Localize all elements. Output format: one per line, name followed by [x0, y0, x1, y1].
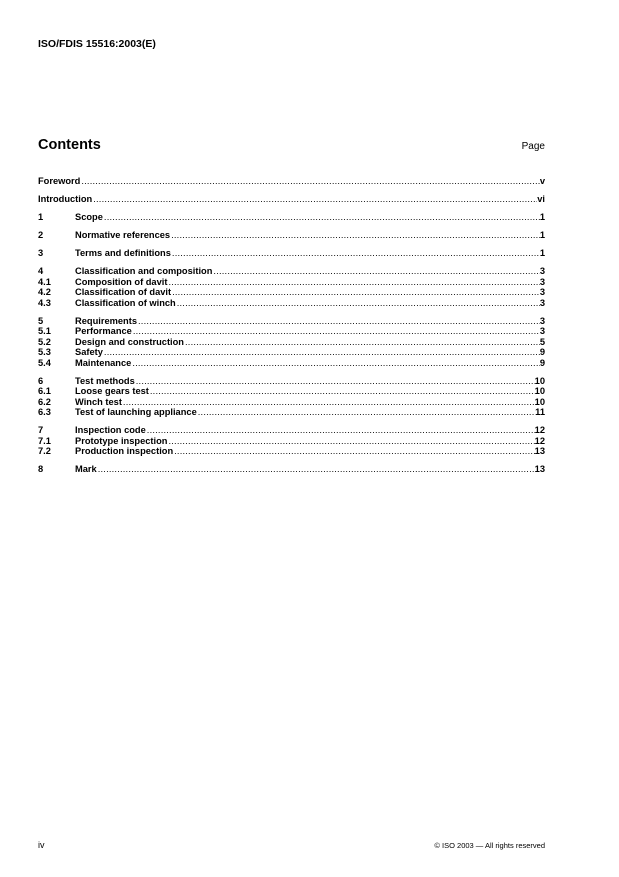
- toc-entry-page: 12: [534, 435, 545, 446]
- toc-leader-dots: [137, 316, 540, 327]
- toc-entry-text: Inspection code: [75, 425, 146, 435]
- toc-entry-page: 13: [534, 446, 545, 456]
- toc-entry-number: 4: [38, 266, 44, 276]
- toc-leader-dots: [103, 347, 540, 358]
- toc-entry[interactable]: [38, 397, 545, 408]
- toc-entry[interactable]: [38, 436, 545, 447]
- document-id: ISO/FDIS 15516:2003(E): [38, 38, 156, 50]
- toc-leader-dots: [132, 326, 540, 337]
- toc-entry[interactable]: [38, 326, 545, 337]
- toc-entry[interactable]: [38, 425, 545, 436]
- toc-entry[interactable]: [38, 337, 545, 348]
- toc-leader-dots: [167, 436, 534, 447]
- toc-leader-dots: [149, 386, 535, 397]
- toc-entry-number: 3: [38, 248, 44, 258]
- toc-leader-dots: [135, 376, 535, 387]
- toc-entry[interactable]: [38, 212, 545, 223]
- toc-entry-page: 5: [539, 336, 545, 347]
- toc-entry-text: Design and construction: [75, 336, 184, 347]
- page-column-label: Page: [521, 141, 545, 152]
- toc-entry[interactable]: [38, 358, 545, 369]
- toc-leader-dots: [131, 358, 540, 369]
- toc-entry[interactable]: [38, 376, 545, 387]
- toc-entry-number: 6.1: [38, 386, 51, 396]
- toc-entry-page: 3: [539, 326, 545, 336]
- toc-entry-page: v: [539, 176, 545, 186]
- toc-entry-number: 1: [38, 212, 44, 222]
- toc-entry-number: 8: [38, 464, 44, 474]
- toc-entry-number: 4.2: [38, 287, 51, 297]
- toc-entry-text: Foreword: [38, 176, 81, 186]
- toc-entry-number: 7: [38, 425, 44, 435]
- toc-entry-text: Test methods: [75, 375, 135, 386]
- toc-entry-number: 6: [38, 375, 44, 386]
- toc-entry[interactable]: [38, 277, 545, 288]
- toc-entry-number: 5.3: [38, 347, 51, 357]
- toc-entry-page: vi: [537, 194, 545, 204]
- toc-entry-text: Prototype inspection: [75, 435, 168, 446]
- toc-leader-dots: [167, 277, 539, 288]
- toc-entry-page: 10: [534, 386, 545, 396]
- toc-entry-foreword[interactable]: [38, 176, 545, 187]
- toc-entry-number: 6.2: [38, 396, 51, 407]
- toc-entry-page: 1: [539, 248, 545, 258]
- toc-leader-dots: [97, 464, 535, 475]
- toc-entry-page: 11: [535, 407, 545, 417]
- toc-entry-text: Terms and definitions: [75, 248, 171, 258]
- toc-entry-page: 3: [539, 266, 545, 276]
- toc-entry[interactable]: [38, 316, 545, 327]
- toc-entry[interactable]: [38, 464, 545, 475]
- toc-entry-page: 3: [539, 276, 545, 287]
- toc-entry-number: 4.3: [38, 297, 51, 308]
- toc-entry-text: Loose gears test: [75, 386, 149, 396]
- toc-leader-dots: [176, 298, 540, 309]
- toc-entry[interactable]: [38, 298, 545, 309]
- toc-entry-text: Classification and composition: [75, 266, 213, 276]
- toc-entry-page: 3: [539, 287, 545, 297]
- toc-entry-introduction[interactable]: [38, 194, 545, 205]
- copyright-notice: © ISO 2003 — All rights reserved: [434, 841, 545, 850]
- toc-entry-text: Test of launching appliance: [75, 407, 197, 417]
- toc-entry-text: Winch test: [75, 396, 122, 407]
- toc-entry-text: Scope: [75, 212, 103, 222]
- toc-entry-page: 1: [539, 212, 545, 222]
- toc-entry-text: Maintenance: [75, 357, 132, 368]
- toc-entry[interactable]: [38, 230, 545, 241]
- toc-entry-number: 2: [38, 230, 44, 240]
- toc-entry-page: 12: [534, 425, 545, 435]
- contents-title: Contents: [38, 137, 101, 153]
- toc-entry-number: 5.1: [38, 326, 51, 336]
- toc-entry-number: 5: [38, 315, 44, 326]
- toc-leader-dots: [122, 397, 535, 408]
- toc-entry-text: Safety: [75, 347, 103, 357]
- toc-leader-dots: [197, 407, 535, 418]
- toc-leader-dots: [184, 337, 540, 348]
- toc-entry-text: Introduction: [38, 194, 93, 204]
- toc-entry-text: Requirements: [75, 315, 137, 326]
- toc-entry[interactable]: [38, 386, 545, 397]
- toc-entry[interactable]: [38, 407, 545, 418]
- toc-entry-text: Classification of davit: [75, 287, 172, 297]
- toc-leader-dots: [171, 248, 540, 259]
- toc-leader-dots: [173, 446, 535, 457]
- toc-entry-number: 7.1: [38, 435, 51, 446]
- toc-leader-dots: [92, 194, 537, 205]
- table-of-contents: [38, 176, 545, 475]
- toc-entry[interactable]: [38, 347, 545, 358]
- toc-entry-page: 10: [534, 396, 545, 407]
- toc-leader-dots: [171, 287, 540, 298]
- toc-entry[interactable]: [38, 248, 545, 259]
- toc-leader-dots: [103, 212, 540, 223]
- toc-leader-dots: [170, 230, 540, 241]
- toc-entry-text: Classification of winch: [75, 297, 176, 308]
- toc-entry-text: Normative references: [75, 230, 171, 240]
- toc-entry-page: 10: [534, 375, 545, 386]
- toc-entry-number: 5.4: [38, 357, 51, 368]
- toc-entry-page: 9: [539, 347, 545, 357]
- page-number: iv: [38, 840, 45, 850]
- toc-entry-page: 13: [534, 464, 545, 474]
- toc-entry-number: 5.2: [38, 336, 51, 347]
- toc-leader-dots: [212, 266, 539, 277]
- toc-entry[interactable]: [38, 266, 545, 277]
- toc-entry-number: 4.1: [38, 276, 51, 287]
- toc-entry-page: 9: [539, 357, 545, 368]
- toc-entry-text: Production inspection: [75, 446, 174, 456]
- toc-entry[interactable]: [38, 446, 545, 457]
- toc-leader-dots: [80, 176, 539, 187]
- toc-entry-number: 7.2: [38, 446, 51, 456]
- toc-entry-number: 6.3: [38, 407, 51, 417]
- toc-entry-page: 3: [539, 315, 545, 326]
- toc-entry[interactable]: [38, 287, 545, 298]
- toc-entry-text: Composition of davit: [75, 276, 168, 287]
- toc-entry-text: Mark: [75, 464, 97, 474]
- toc-entry-page: 3: [539, 297, 545, 308]
- toc-leader-dots: [146, 425, 535, 436]
- toc-entry-text: Performance: [75, 326, 132, 336]
- toc-entry-page: 1: [539, 230, 545, 240]
